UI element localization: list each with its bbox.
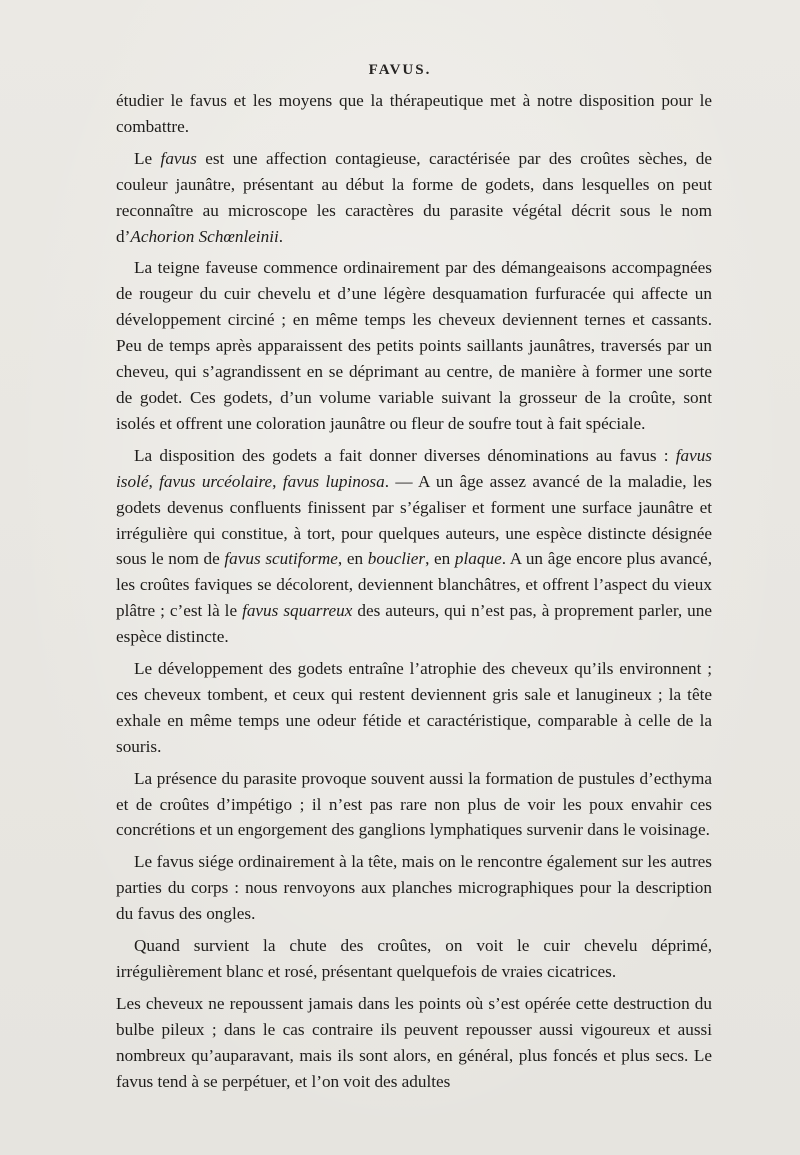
italic-run: favus lupinosa <box>282 471 385 491</box>
paragraph <box>116 766 712 844</box>
text-run: , <box>148 471 160 491</box>
text-run: . A un âge encore plus avancé, les croûtes faviques se décolorent, deviennent blanchâtres, et offrent l’aspect du vieux plâtre ; c’est là le <box>116 549 712 621</box>
text-run: Le développement des godets entraîne l’atrophie des cheveux qu’ils environnent ; ces cheveux tombent, et ceux qui restent deviennent gris sale et lanugineux ; la tête exhale en même temps une odeur fétide et caractéristique, comparable à celle de la souris. <box>116 659 712 756</box>
paragraph <box>116 88 712 140</box>
italic-run: plaque <box>454 549 502 569</box>
body-text <box>116 88 712 1101</box>
text-run: des auteurs, qui n’est pas, à proprement parler, une espèce distincte. <box>116 601 712 647</box>
text-run: Le favus siége ordinairement à la tête, mais on le rencontre également sur les autres parties du corps : nous renvoyons aux planches micrographiques pour la description du favus des ongles. <box>116 852 712 924</box>
text-run: étudier le favus et les moyens que la thérapeutique met à notre disposition pour le combattre. <box>116 91 712 136</box>
paragraph <box>116 656 712 760</box>
text-run: La teigne faveuse commence ordinairement par des démangeaisons accompagnées de rougeur du cuir chevelu et d’une légère desquamation furfuracée qui affecte un développement circiné ; en même temps les cheveux deviennent ternes et cassants. Peu de temps après apparaissent des petits points saillants jaunâtres, traversés par un cheveu, qui s’agrandissent en se déprimant au centre, de manière à former une sorte de godet. Ces godets, d’un volume variable suivant la grosseur de la croûte, sont isolés et offrent une coloration jaunâtre ou fleur de soufre tout à fait spéciale. <box>116 258 712 433</box>
text-run: , en <box>337 549 368 569</box>
text-run: Quand survient la chute des croûtes, on voit le cuir chevelu déprimé, irrégulièrement blanc et rosé, présentant quelquefois de vraies cicatrices. <box>116 936 712 981</box>
text-run: , <box>272 471 283 491</box>
italic-run: favus squarreux <box>242 601 353 621</box>
running-head: FAVUS. <box>368 62 432 78</box>
text-run: . <box>278 226 284 246</box>
text-run: Le <box>134 148 161 168</box>
paragraph <box>116 933 712 985</box>
text-run: , en <box>425 549 455 569</box>
italic-run: favus <box>160 148 197 168</box>
italic-run: Achorion Schœnleinii <box>130 226 279 246</box>
italic-run: favus scutiforme <box>224 549 338 569</box>
paragraph <box>116 255 712 436</box>
paragraph <box>116 146 712 250</box>
text-run: est une affection contagieuse, caractérisée par des croûtes sèches, de couleur jaunâtre, présentant au début la forme de godets, dans lesquelles on peut reconnaître au microscope les caractères du parasite végétal décrit sous le nom d’ <box>116 148 712 246</box>
paragraph <box>116 991 712 1095</box>
text-run: La disposition des godets a fait donner diverses dénominations au favus : <box>134 445 676 465</box>
text-run: Les cheveux ne repoussent jamais dans les points où s’est opérée cette destruction du bulbe pileux ; dans le cas contraire ils peuvent repousser aussi vigoureux et aussi nombreux qu’auparavant, mais ils sont alors, en général, plus foncés et plus secs. Le favus tend à se perpétuer, et l’on voit des adultes <box>116 993 712 1091</box>
text-run: . — A un âge assez avancé de la maladie, les godets devenus confluents finissent par s’égaliser et forment une surface jaunâtre et irrégulière qui constitue, à tort, pour quelques auteurs, une espèce distincte désignée sous le nom de <box>116 471 712 569</box>
text-run: La présence du parasite provoque souvent aussi la formation de pustules d’ecthyma et de croûtes d’impétigo ; il n’est pas rare non plus de voir les poux envahir ces concrétions et un engorgement des ganglions lymphatiques survenir dans le voisinage. <box>116 768 712 840</box>
italic-run: favus urcéolaire <box>159 471 273 491</box>
italic-run: favus isolé <box>116 445 712 491</box>
paragraph <box>116 443 712 650</box>
paragraph <box>116 849 712 927</box>
italic-run: bouclier <box>367 549 426 569</box>
